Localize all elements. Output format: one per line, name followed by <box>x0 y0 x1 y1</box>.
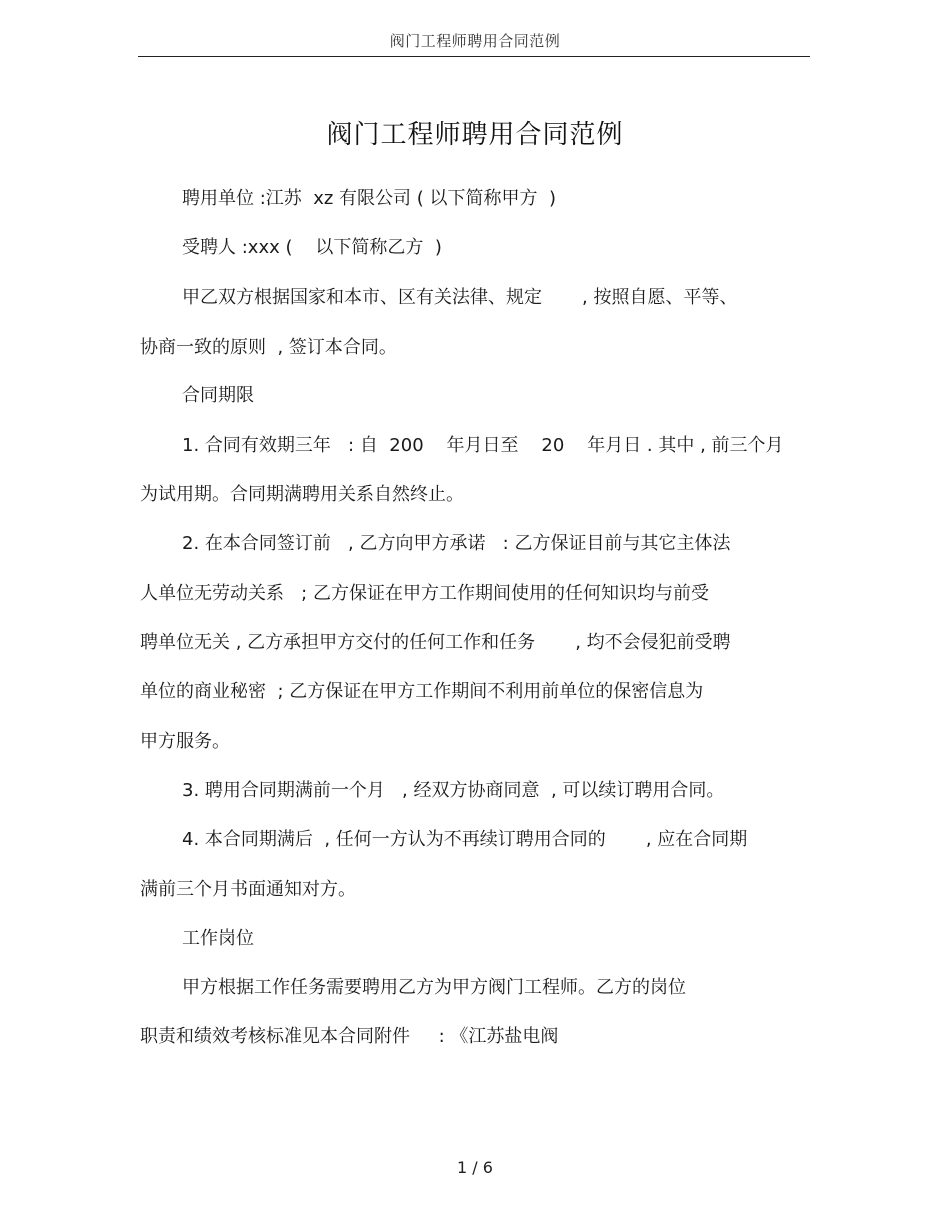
clause-2-line-2: 人单位无劳动关系 ; 乙方保证在甲方工作期间使用的任何知识均与前受 <box>140 583 709 604</box>
clause-1-line-1: 1. 合同有效期三年 : 自 200 年月日至 20 年月日 . 其中 , 前三个月 <box>182 435 784 456</box>
section-heading-position: 工作岗位 <box>182 928 254 949</box>
document-title: 阀门工程师聘用合同范例 <box>326 120 624 150</box>
clause-1-line-2: 为试用期。合同期满聘用关系自然终止。 <box>140 484 464 505</box>
employer-line: 聘用单位 :江苏 xz 有限公司 ( 以下简称甲方 ) <box>182 188 556 209</box>
preamble-line-2: 协商一致的原则 , 签订本合同。 <box>140 337 397 358</box>
clause-2-line-5: 甲方服务。 <box>140 731 230 752</box>
position-line-1: 甲方根据工作任务需要聘用乙方为甲方阀门工程师。乙方的岗位 <box>182 977 686 998</box>
preamble-line-1: 甲乙双方根据国家和本市、区有关法律、规定 , 按照自愿、平等、 <box>182 287 738 308</box>
clause-2-line-4: 单位的商业秘密 ; 乙方保证在甲方工作期间不利用前单位的保密信息为 <box>140 681 704 702</box>
clause-2-line-3: 聘单位无关 , 乙方承担甲方交付的任何工作和任务 , 均不会侵犯前受聘 <box>140 632 731 653</box>
clause-4-line-2: 满前三个月书面通知对方。 <box>140 879 356 900</box>
position-line-2: 职责和绩效考核标准见本合同附件 : 《江苏盐电阀 <box>140 1026 559 1047</box>
running-header: 阀门工程师聘用合同范例 <box>389 32 561 50</box>
employee-line: 受聘人 :xxx ( 以下简称乙方 ) <box>182 237 442 258</box>
clause-4-line-1: 4. 本合同期满后 , 任何一方认为不再续订聘用合同的 , 应在合同期 <box>182 829 748 850</box>
clause-3: 3. 聘用合同期满前一个月 , 经双方协商同意 , 可以续订聘用合同。 <box>182 780 725 801</box>
page-number: 1 / 6 <box>457 1158 493 1177</box>
section-heading-term: 合同期限 <box>182 385 254 406</box>
clause-2-line-1: 2. 在本合同签订前 , 乙方向甲方承诺 : 乙方保证目前与其它主体法 <box>182 533 731 554</box>
header-rule <box>138 56 810 57</box>
